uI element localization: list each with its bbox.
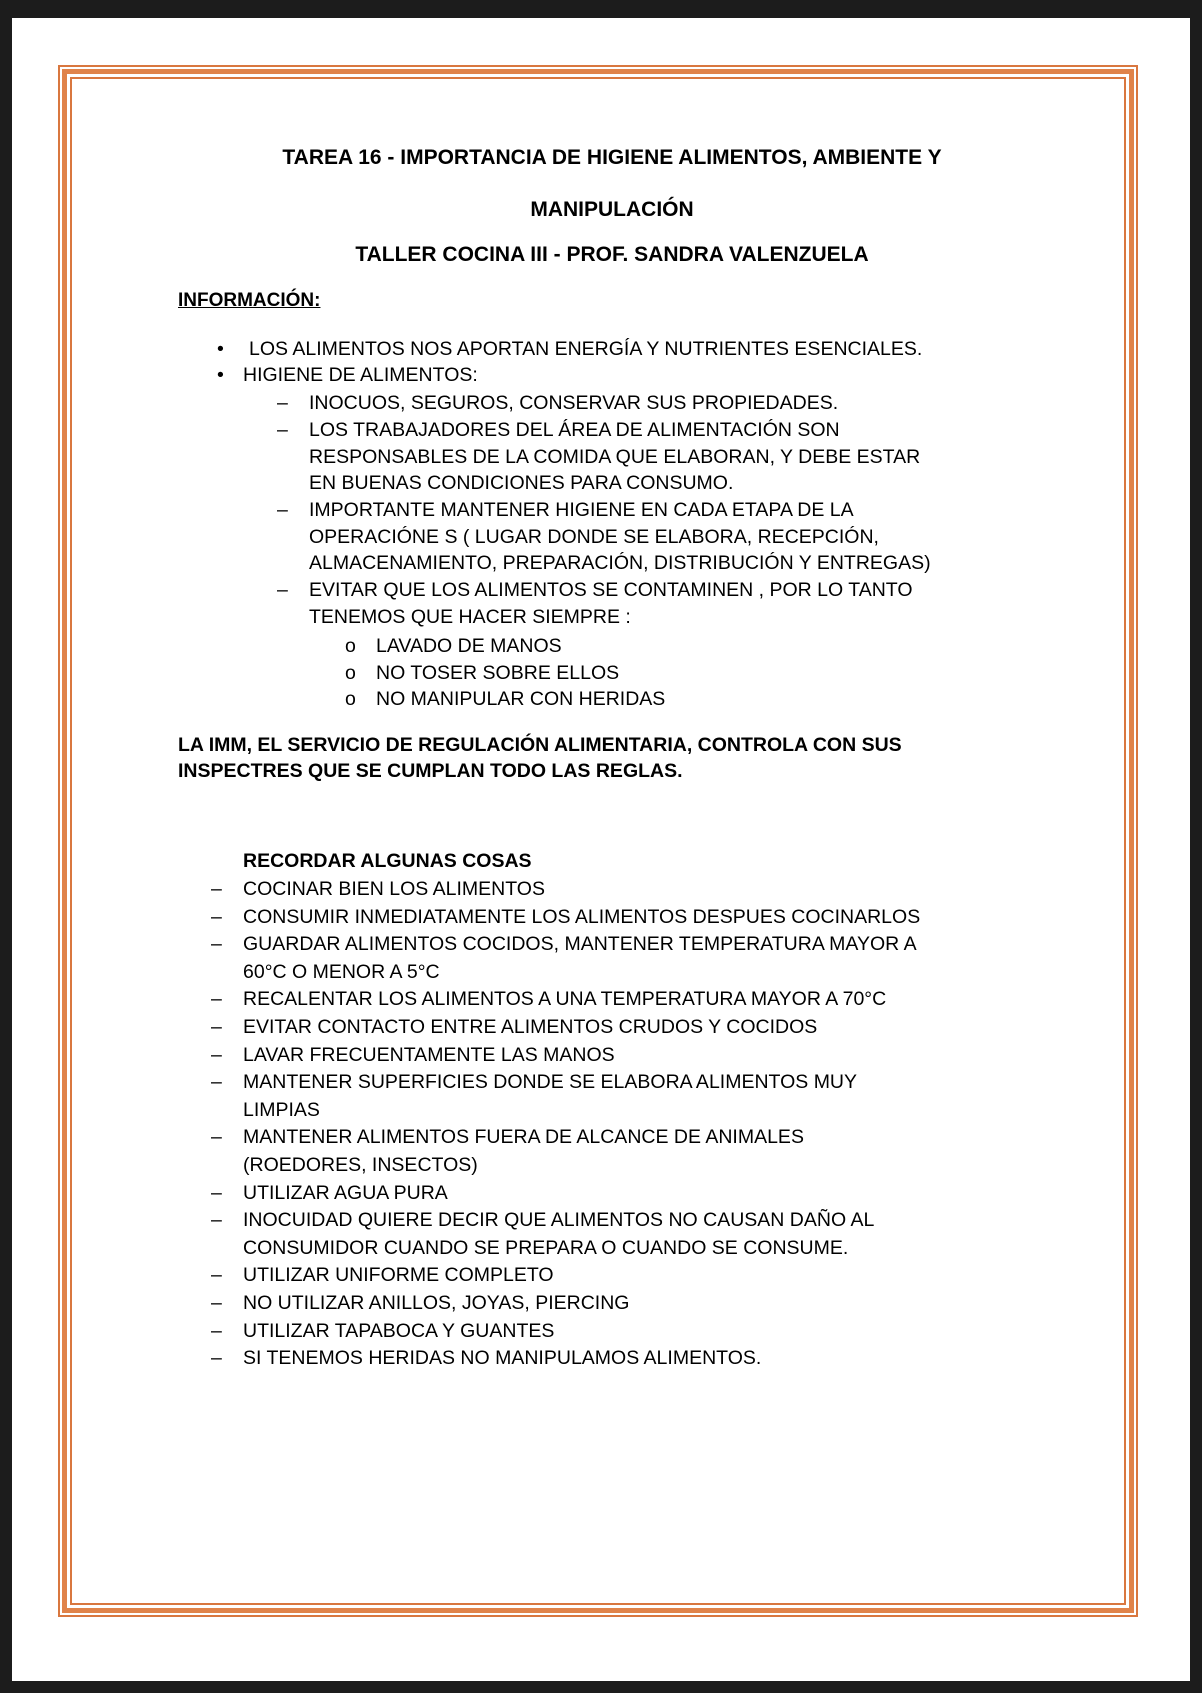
hygiene-sub-item-line: EVITAR QUE LOS ALIMENTOS SE CONTAMINEN , POR LO TANTO	[309, 579, 913, 601]
circle-marker: o	[345, 688, 356, 710]
remember-item-line: EVITAR CONTACTO ENTRE ALIMENTOS CRUDOS Y COCIDOS	[243, 1016, 818, 1038]
remember-item-line: CONSUMIDOR CUANDO SE PREPARA O CUANDO SE CONSUME.	[243, 1236, 849, 1259]
remember-item-line: UTILIZAR UNIFORME COMPLETO	[243, 1264, 554, 1287]
dash-marker: –	[211, 1319, 222, 1342]
always-do-item: LAVADO DE MANOS	[376, 635, 562, 657]
dash-marker: –	[211, 1043, 222, 1066]
remember-item-line: INOCUIDAD QUIERE DECIR QUE ALIMENTOS NO CAUSAN DAÑO AL	[243, 1209, 875, 1232]
dash-marker: –	[211, 988, 222, 1011]
dash-marker: –	[211, 1292, 222, 1314]
always-do-item: NO TOSER SOBRE ELLOS	[376, 661, 620, 684]
remember-item-line: NO UTILIZAR ANILLOS, JOYAS, PIERCING	[243, 1292, 630, 1314]
dash-marker: –	[211, 1181, 222, 1204]
remember-item-line: LIMPIAS	[243, 1098, 320, 1121]
hygiene-sub-item-line: ALMACENAMIENTO, PREPARACIÓN, DISTRIBUCIÓN Y ENTREGAS)	[309, 552, 931, 574]
hygiene-sub-item-line: OPERACIÓNE S ( LUGAR DONDE SE ELABORA, RECEPCIÓN,	[309, 525, 879, 548]
dash-marker: –	[211, 1126, 222, 1149]
dash-marker: –	[211, 1016, 222, 1038]
hygiene-sub-item-line: EN BUENAS CONDICIONES PARA CONSUMO.	[309, 472, 734, 494]
bullet-marker: •	[217, 338, 224, 360]
title-line-1: TAREA 16 - IMPORTANCIA DE HIGIENE ALIMENTOS, AMBIENTE Y	[282, 146, 942, 169]
dash-marker: –	[277, 499, 288, 521]
dash-marker: –	[211, 1347, 222, 1370]
document-page	[12, 18, 1190, 1681]
info-heading: INFORMACIÓN:	[178, 290, 321, 311]
remember-item-line: UTILIZAR TAPABOCA Y GUANTES	[243, 1319, 555, 1342]
bullet-item: LOS ALIMENTOS NOS APORTAN ENERGÍA Y NUTRIENTES ESENCIALES.	[249, 338, 923, 360]
circle-marker: o	[345, 635, 356, 657]
dash-marker: –	[211, 878, 222, 900]
remember-item-line: COCINAR BIEN LOS ALIMENTOS	[243, 878, 545, 900]
dash-marker: –	[211, 1071, 222, 1094]
remember-item-line: SI TENEMOS HERIDAS NO MANIPULAMOS ALIMENTOS.	[243, 1347, 762, 1370]
always-do-item: NO MANIPULAR CON HERIDAS	[376, 688, 666, 710]
subtitle: TALLER COCINA III - PROF. SANDRA VALENZUELA	[355, 243, 869, 266]
remember-item-line: MANTENER ALIMENTOS FUERA DE ALCANCE DE ANIMALES	[243, 1126, 804, 1149]
dash-marker: –	[277, 579, 288, 601]
remember-item-line: UTILIZAR AGUA PURA	[243, 1181, 448, 1204]
hygiene-sub-item-line: LOS TRABAJADORES DEL ÁREA DE ALIMENTACIÓN SON	[309, 419, 840, 441]
remember-heading: RECORDAR ALGUNAS COSAS	[243, 850, 532, 872]
dash-marker: –	[211, 933, 222, 956]
remember-item-line: (ROEDORES, INSECTOS)	[243, 1154, 478, 1176]
hygiene-sub-item-line: RESPONSABLES DE LA COMIDA QUE ELABORAN, Y DEBE ESTAR	[309, 445, 921, 468]
imm-paragraph-line-1: LA IMM, EL SERVICIO DE REGULACIÓN ALIMENTARIA, CONTROLA CON SUS	[178, 734, 902, 756]
remember-item-line: CONSUMIR INMEDIATAMENTE LOS ALIMENTOS DESPUES COCINARLOS	[243, 905, 921, 928]
hygiene-sub-item-line: INOCUOS, SEGUROS, CONSERVAR SUS PROPIEDADES.	[309, 392, 839, 414]
remember-item-line: GUARDAR ALIMENTOS COCIDOS, MANTENER TEMPERATURA MAYOR A	[243, 933, 917, 956]
circle-marker: o	[345, 661, 356, 684]
remember-item-line: 60°C O MENOR A 5°C	[243, 960, 440, 983]
dash-marker: –	[211, 905, 222, 928]
dash-marker: –	[211, 1264, 222, 1287]
hygiene-sub-item-line: IMPORTANTE MANTENER HIGIENE EN CADA ETAPA DE LA	[309, 499, 854, 521]
dash-marker: –	[211, 1209, 222, 1232]
remember-item-line: LAVAR FRECUENTAMENTE LAS MANOS	[243, 1043, 615, 1066]
dash-marker: –	[277, 419, 288, 441]
bullet-item: HIGIENE DE ALIMENTOS:	[243, 364, 478, 386]
bullet-marker: •	[217, 364, 224, 386]
dash-marker: –	[277, 392, 288, 414]
remember-item-line: RECALENTAR LOS ALIMENTOS A UNA TEMPERATURA MAYOR A 70°C	[243, 988, 887, 1011]
imm-paragraph-line-2: INSPECTRES QUE SE CUMPLAN TODO LAS REGLAS.	[178, 760, 683, 782]
hygiene-sub-item-line: TENEMOS QUE HACER SIEMPRE :	[309, 605, 631, 628]
title-line-2: MANIPULACIÓN	[530, 198, 694, 221]
remember-item-line: MANTENER SUPERFICIES DONDE SE ELABORA ALIMENTOS MUY	[243, 1071, 858, 1094]
